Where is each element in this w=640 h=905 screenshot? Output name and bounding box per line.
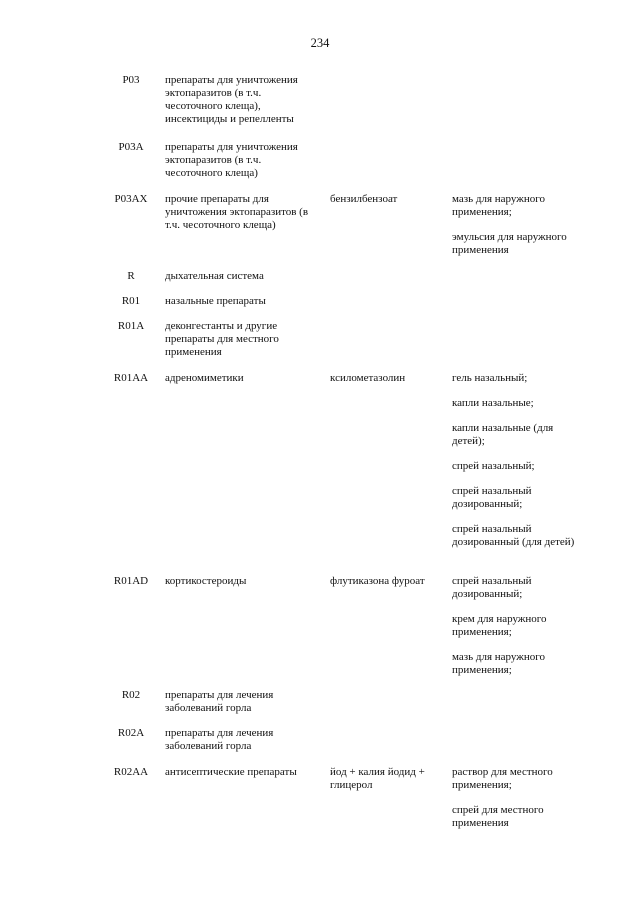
group-name: дыхательная система bbox=[165, 270, 264, 282]
group-name: препараты для лечения заболеваний горла bbox=[165, 727, 274, 752]
dosage-form: крем для наружного применения; bbox=[452, 613, 547, 638]
dosage-form: эмульсия для наружного применения bbox=[452, 231, 567, 256]
atc-code: R01AA bbox=[113, 372, 149, 384]
atc-code: R01AD bbox=[113, 575, 149, 587]
group-name: назальные препараты bbox=[165, 295, 266, 307]
group-name: препараты для уничтожения эктопаразитов (в т.ч. чесоточного клеща), инсектициды и репелленты bbox=[165, 74, 298, 125]
dosage-form: спрей назальный дозированный (для детей) bbox=[452, 523, 575, 548]
group-name: антисептические препараты bbox=[165, 766, 297, 778]
dosage-form: спрей для местного применения bbox=[452, 804, 544, 829]
dosage-forms bbox=[452, 372, 582, 549]
drug-name: йод + калия йодид + глицерол bbox=[330, 766, 425, 791]
page-number: 234 bbox=[310, 36, 330, 50]
dosage-form: капли назальные (для детей); bbox=[452, 422, 554, 447]
dosage-form: мазь для наружного применения; bbox=[452, 651, 545, 676]
atc-code: R01 bbox=[121, 295, 141, 307]
dosage-form: раствор для местного применения; bbox=[452, 766, 553, 791]
atc-code: P03A bbox=[118, 141, 144, 153]
group-name: адреномиметики bbox=[165, 372, 244, 384]
atc-code: R02 bbox=[121, 689, 141, 701]
drug-name: бензилбензоат bbox=[330, 193, 398, 205]
atc-code: R bbox=[127, 270, 135, 282]
atc-code: P03 bbox=[122, 74, 140, 86]
group-name: кортикостероиды bbox=[165, 575, 247, 587]
atc-code: R01A bbox=[117, 320, 145, 332]
drug-name: ксилометазолин bbox=[330, 372, 406, 384]
group-name: препараты для лечения заболеваний горла bbox=[165, 689, 274, 714]
group-name: прочие препараты для уничтожения эктопаразитов (в т.ч. чесоточного клеща) bbox=[165, 193, 309, 231]
group-name: деконгестанты и другие препараты для местного применения bbox=[165, 320, 279, 358]
dosage-form: капли назальные; bbox=[452, 397, 534, 409]
atc-code: P03AX bbox=[114, 193, 148, 205]
dosage-form: гель назальный; bbox=[452, 372, 528, 384]
dosage-form: спрей назальный; bbox=[452, 460, 535, 472]
dosage-forms bbox=[452, 766, 582, 830]
atc-code: R02AA bbox=[113, 766, 149, 778]
dosage-form: мазь для наружного применения; bbox=[452, 193, 545, 218]
dosage-forms bbox=[452, 193, 582, 257]
dosage-forms bbox=[452, 575, 582, 677]
drug-name: флутиказона фуроат bbox=[330, 575, 425, 587]
atc-code: R02A bbox=[117, 727, 145, 739]
group-name: препараты для уничтожения эктопаразитов (в т.ч. чесоточного клеща) bbox=[165, 141, 298, 179]
dosage-form: спрей назальный дозированный; bbox=[452, 485, 532, 510]
dosage-form: спрей назальный дозированный; bbox=[452, 575, 532, 600]
